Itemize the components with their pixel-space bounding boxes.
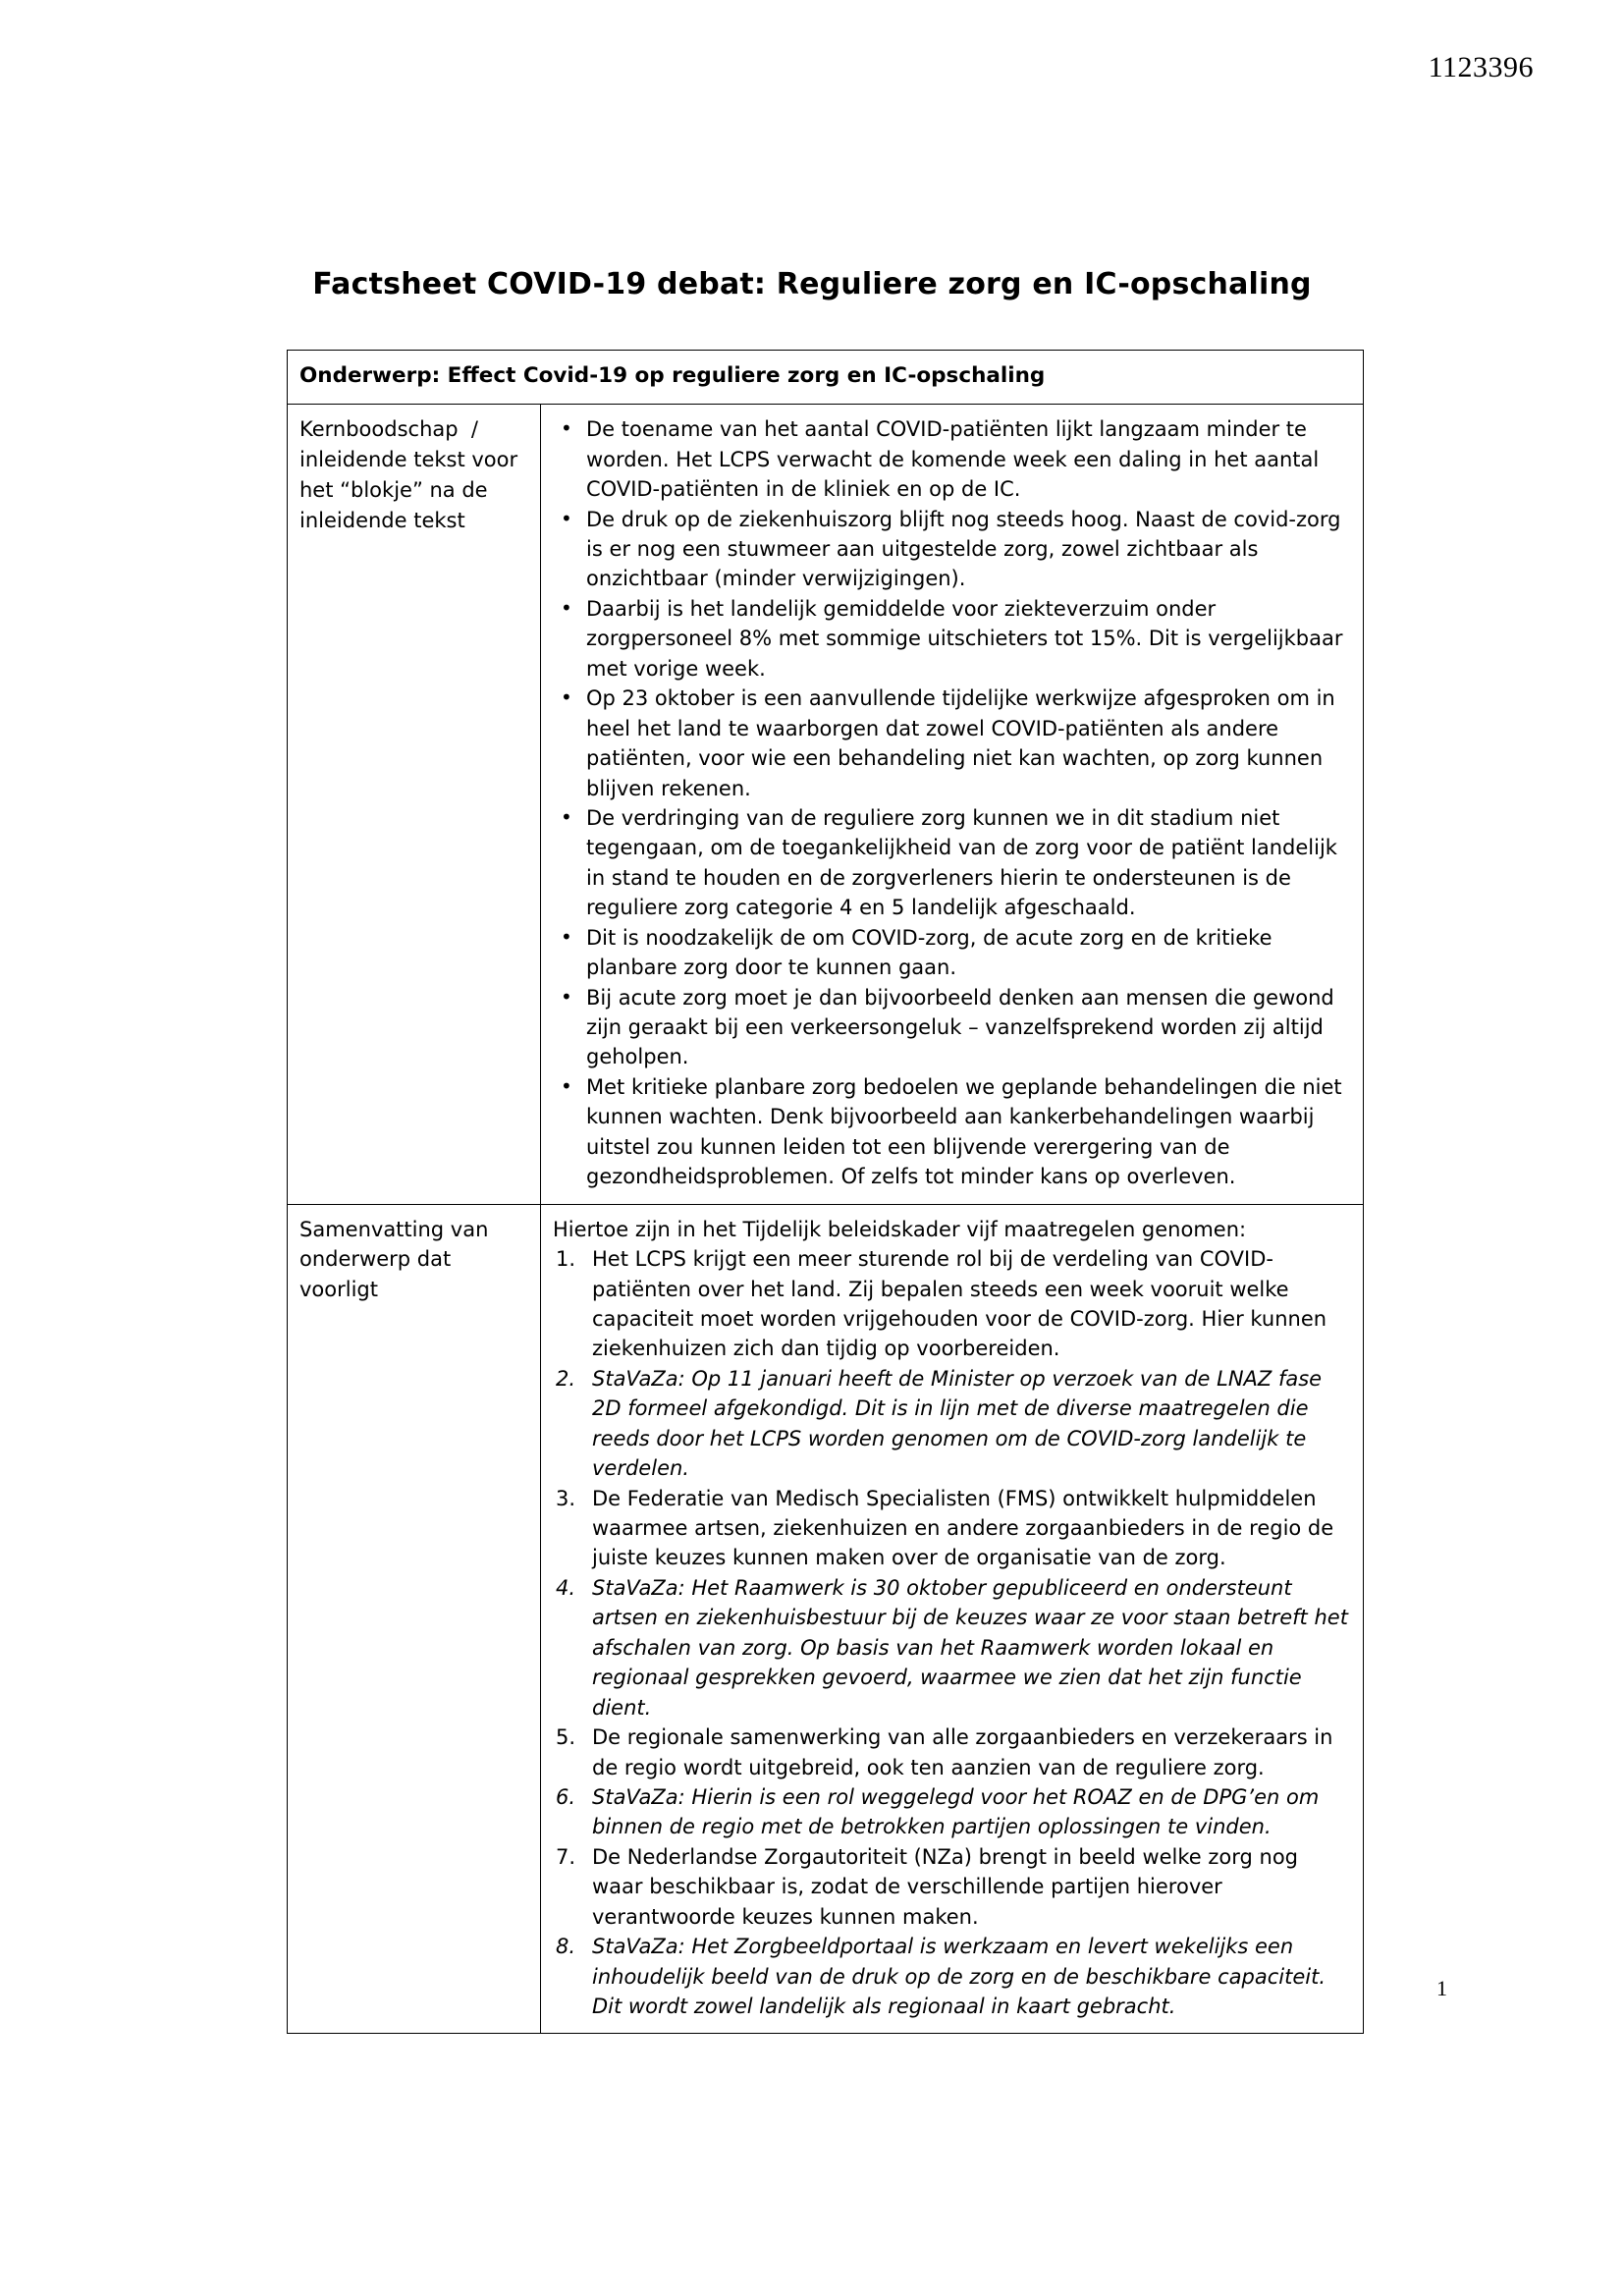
list-item-text: Bij acute zorg moet je dan bijvoorbeeld denken aan mensen die gewond zijn geraakt bij een verkeersongeluk – vanzelfsprekend worden zij altijd geholpen. (586, 985, 1334, 1069)
label-line: onderwerp dat (299, 1247, 452, 1272)
list-item-number: 7. (556, 1844, 576, 1869)
document-number: 1123396 (1428, 51, 1534, 83)
label-line: Kernboodschap / (299, 417, 478, 442)
measures-numbered-list (553, 1244, 1351, 2021)
list-item-text: StaVaZa: Het Raamwerk is 30 oktober gepubliceerd en ondersteunt artsen en ziekenhuisbestuur bij de keuzes waar ze voor staan betreft het afschalen van zorg. Op basis van het Raamwerk worden lokaal en regionaal gesprekken gevoerd, waarmee we zien dat het zijn functie dient. (592, 1575, 1348, 1720)
row-label-kernboodschap (288, 405, 541, 1204)
list-item (553, 1932, 1351, 2021)
list-item (553, 983, 1351, 1072)
list-item (553, 1573, 1351, 1722)
row-body-samenvatting (541, 1204, 1364, 2034)
list-item-text: Het LCPS krijgt een meer sturende rol bij de verdeling van COVID-patiënten over het land. Zij bepalen steeds een week vooruit welke capaciteit moet worden vrijgehouden voor de COVID-zorg. Hier kunnen ziekenhuizen zich dan tijdig op voorbereiden. (592, 1247, 1327, 1361)
list-item-text: Op 23 oktober is een aanvullende tijdelijke werkwijze afgesproken om in heel het land te waarborgen dat zowel COVID-patiënten als andere patiënten, voor wie een behandeling niet kan wachten, op zorg kunnen blijven rekenen. (586, 686, 1335, 800)
row-label-samenvatting (288, 1204, 541, 2034)
list-item-number: 5. (556, 1725, 576, 1750)
list-item-number: 3. (556, 1486, 576, 1510)
list-item-text: StaVaZa: Het Zorgbeeldportaal is werkzaam en levert wekelijks een inhoudelijk beeld van de druk op de zorg en de beschikbare capaciteit. Dit wordt zowel landelijk als regionaal in kaart gebracht. (592, 1935, 1326, 2018)
list-item-text: Daarbij is het landelijk gemiddelde voor ziekteverzuim onder zorgpersoneel 8% met sommige uitschieters tot 15%. Dit is vergelijkbaar met vorige week. (586, 596, 1343, 681)
page-number: 1 (1436, 1976, 1447, 2000)
list-item (553, 923, 1351, 983)
list-item-number: 2. (556, 1366, 576, 1391)
kernboodschap-bullet-list (553, 414, 1351, 1191)
list-item (553, 1842, 1351, 1932)
list-item (553, 1364, 1351, 1484)
list-item-text: StaVaZa: Hierin is een rol weggelegd voor het ROAZ en de DPG’en om binnen de regio met de betrokken partijen oplossingen te vinden. (592, 1784, 1320, 1839)
subject-header-cell: Onderwerp: Effect Covid-19 op reguliere zorg en IC-opschaling (288, 351, 1364, 405)
list-item (553, 414, 1351, 504)
label-line: voorligt (299, 1278, 378, 1302)
factsheet-table (287, 350, 1364, 2034)
table-row (288, 405, 1364, 1204)
list-item-text: StaVaZa: Op 11 januari heeft de Minister op verzoek van de LNAZ fase 2D formeel afgekondigd. Dit is in lijn met de diverse maatregelen die reeds door het LCPS worden genomen om de COVID-zorg landelijk te verdelen. (592, 1366, 1323, 1481)
list-item-number: 6. (556, 1784, 576, 1809)
list-item-text: De druk op de ziekenhuiszorg blijft nog steeds hoog. Naast de covid-zorg is er nog een stuwmeer aan uitgestelde zorg, zowel zichtbaar als onzichtbaar (minder verwijzigingen). (586, 507, 1341, 591)
list-item (553, 594, 1351, 683)
list-item-number: 4. (556, 1575, 576, 1600)
table-row-subject (288, 351, 1364, 405)
list-item (553, 1244, 1351, 1364)
list-item (553, 1484, 1351, 1573)
list-item (553, 1722, 1351, 1782)
label-line: het “blokje” na de (299, 477, 488, 502)
list-item (553, 505, 1351, 594)
list-item-number: 8. (556, 1935, 576, 1959)
label-line: Samenvatting van (299, 1217, 489, 1241)
list-item-text: De regionale samenwerking van alle zorgaanbieders en verzekeraars in de regio wordt uitgebreid, ook ten aanzien van de reguliere zorg. (592, 1725, 1333, 1779)
row-body-kernboodschap (541, 405, 1364, 1204)
list-item (553, 1782, 1351, 1842)
table-row (288, 1204, 1364, 2034)
list-item-text: Met kritieke planbare zorg bedoelen we geplande behandelingen die niet kunnen wachten. Denk bijvoorbeeld aan kankerbehandelingen waarbij uitstel zou kunnen leiden tot een blijvende verergering van de gezondheidsproblemen. Of zelfs tot minder kans op overleven. (586, 1074, 1342, 1189)
list-item-number: 1. (556, 1247, 576, 1272)
page-title: Factsheet COVID-19 debat: Reguliere zorg en IC-opschaling (312, 267, 1312, 301)
measures-intro: Hiertoe zijn in het Tijdelijk beleidskader vijf maatregelen genomen: (553, 1217, 1247, 1241)
list-item (553, 683, 1351, 803)
list-item (553, 803, 1351, 923)
list-item-text: De verdringing van de reguliere zorg kunnen we in dit stadium niet tegengaan, om de toegankelijkheid van de zorg voor de patiënt landelijk in stand te houden en de zorgverleners hierin te ondersteunen is de reguliere zorg categorie 4 en 5 landelijk afgeschaald. (586, 805, 1337, 920)
list-item-text: De toename van het aantal COVID-patiënten lijkt langzaam minder te worden. Het LCPS verwacht de komende week een daling in het aantal COVID-patiënten in de kliniek en op de IC. (586, 417, 1320, 502)
list-item-text: De Nederlandse Zorgautoriteit (NZa) brengt in beeld welke zorg nog waar beschikbaar is, zodat de verschillende partijen hierover verantwoorde keuzes kunnen maken. (592, 1844, 1299, 1929)
label-line: inleidende tekst (299, 508, 465, 532)
list-item-text: De Federatie van Medisch Specialisten (FMS) ontwikkelt hulpmiddelen waarmee artsen, ziekenhuizen en andere zorgaanbieders in de regio de juiste keuzes kunnen maken over de organisatie van de zorg. (592, 1486, 1334, 1570)
list-item-text: Dit is noodzakelijk de om COVID-zorg, de acute zorg en de kritieke planbare zorg door te kunnen gaan. (586, 925, 1272, 980)
label-line: inleidende tekst voor (299, 448, 518, 472)
list-item (553, 1072, 1351, 1192)
